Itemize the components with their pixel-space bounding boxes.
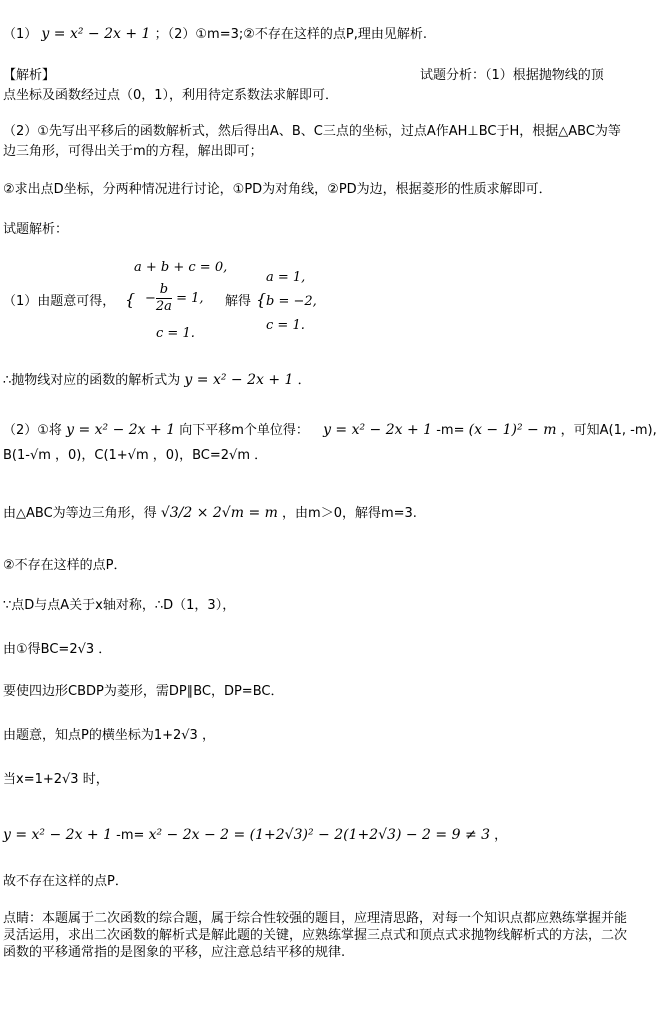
s3-line bbox=[3, 503, 417, 524]
system1-a: a + b + c = 0, bbox=[134, 260, 228, 275]
answer-sep: ；（2） bbox=[154, 27, 196, 42]
s10-line bbox=[3, 825, 507, 846]
conclusion-1 bbox=[3, 370, 311, 391]
analysis-cont: 点坐标及函数经过点（0，1），利用待定系数法求解即可． bbox=[3, 88, 339, 103]
s5-line: ∵点D与点A关于x轴对称，∴D（1，3）， bbox=[3, 598, 236, 613]
s3-text: 由△ABC为等边三角形，得 bbox=[3, 506, 157, 521]
system2-a: a = 1, bbox=[266, 270, 306, 285]
s2-eq2: y = x² − 2x + 1 bbox=[323, 422, 433, 438]
s11-line: 故不存在这样的点P． bbox=[3, 874, 128, 889]
brace-2: { bbox=[256, 290, 267, 309]
fraction-b-2a bbox=[156, 282, 172, 315]
solution-label: 试题解析： bbox=[3, 222, 69, 237]
analysis-right: 试题分析：（1）根据抛物线的顶 bbox=[420, 68, 604, 83]
analysis-label: 【解析】 bbox=[3, 68, 56, 83]
s8-line: 由题意，知点P的横坐标为1+2√3 ， bbox=[3, 728, 215, 743]
comment-paragraph: 点睛：本题属于二次函数的综合题，属于综合性较强的题目，应理清思路，对每一个知识点都应熟练掌握并能灵活运用，求出二次函数的解析式是解此题的关键，应熟练掌握三点式和顶点式求抛物线解析式的方法，二次函数的平移通常指的是图象的平移，应注意总结平移的规律. bbox=[3, 911, 628, 960]
s7-line: 要使四边形CBDP为菱形，需DP∥BC，DP=BC． bbox=[3, 684, 284, 699]
s4-line: ②不存在这样的点P． bbox=[3, 558, 127, 573]
s2-line2: B(1-√m ，0)，C(1+√m ，0)，BC=2√m ． bbox=[3, 448, 268, 463]
conclusion-1-eq: y = x² − 2x + 1 bbox=[184, 372, 294, 388]
s10-b: -m= bbox=[116, 828, 145, 843]
frac-num: b bbox=[156, 282, 172, 299]
analysis-p2: （2）①先写出平移后的函数解析式，然后得出A、B、C三点的坐标，过点A作AH⊥BC于H，根据△ABC为等边三角形，可得出关于m的方程，解出即可； bbox=[3, 124, 621, 159]
s2-b: 向下平移m个单位得： bbox=[179, 423, 309, 438]
conclusion-1-text: ∴抛物线对应的函数的解析式为 bbox=[3, 373, 181, 388]
answer-line bbox=[3, 24, 427, 45]
s1-prefix: （1）由题意可得， bbox=[3, 294, 116, 309]
s2-c: -m= bbox=[436, 423, 465, 438]
s10-d: ， bbox=[494, 828, 508, 843]
brace-1: { bbox=[125, 290, 136, 309]
system1-c: c = 1. bbox=[156, 326, 195, 341]
frac-den: 2a bbox=[155, 299, 172, 314]
solve-label: 解得 bbox=[225, 294, 252, 309]
answer-part1-label: （1） bbox=[3, 27, 38, 42]
system2-c: c = 1. bbox=[266, 318, 305, 333]
s3-end: ，由m＞0，解得m=3. bbox=[282, 506, 417, 521]
s9-line: 当x=1+2√3 时， bbox=[3, 772, 109, 787]
s2-d: ，可知A(1, -m), bbox=[560, 423, 657, 438]
answer-eq1: y = x² − 2x + 1 bbox=[41, 26, 151, 42]
s10-c: x² − 2x − 2 = (1+2√3)² − 2(1+2√3) − 2 = 9 ≠ 3 bbox=[148, 827, 491, 843]
s2-eq: y = x² − 2x + 1 bbox=[66, 422, 176, 438]
s3-eq: √3/2 × 2√m = m bbox=[160, 505, 278, 521]
s6-line: 由①得BC=2√3 ． bbox=[3, 642, 112, 657]
s2-line1 bbox=[3, 420, 657, 441]
conclusion-1-end: ． bbox=[297, 373, 311, 388]
system1-b-rest: = 1, bbox=[176, 291, 204, 306]
s2-eq3: (x − 1)² − m bbox=[468, 422, 557, 438]
analysis-p3: ②求出点D坐标，分两种情况进行讨论，①PD为对角线，②PD为边，根据菱形的性质求解即可． bbox=[3, 182, 552, 197]
system1-b: − $\frac{b}{2a}$ = 1, bbox=[145, 282, 204, 314]
s2-a: （2）①将 bbox=[3, 423, 62, 438]
answer-rest: ①m=3;②不存在这样的点P,理由见解析. bbox=[195, 27, 427, 42]
s10-a: y = x² − 2x + 1 bbox=[3, 827, 113, 843]
system2-b: b = −2, bbox=[266, 294, 317, 309]
